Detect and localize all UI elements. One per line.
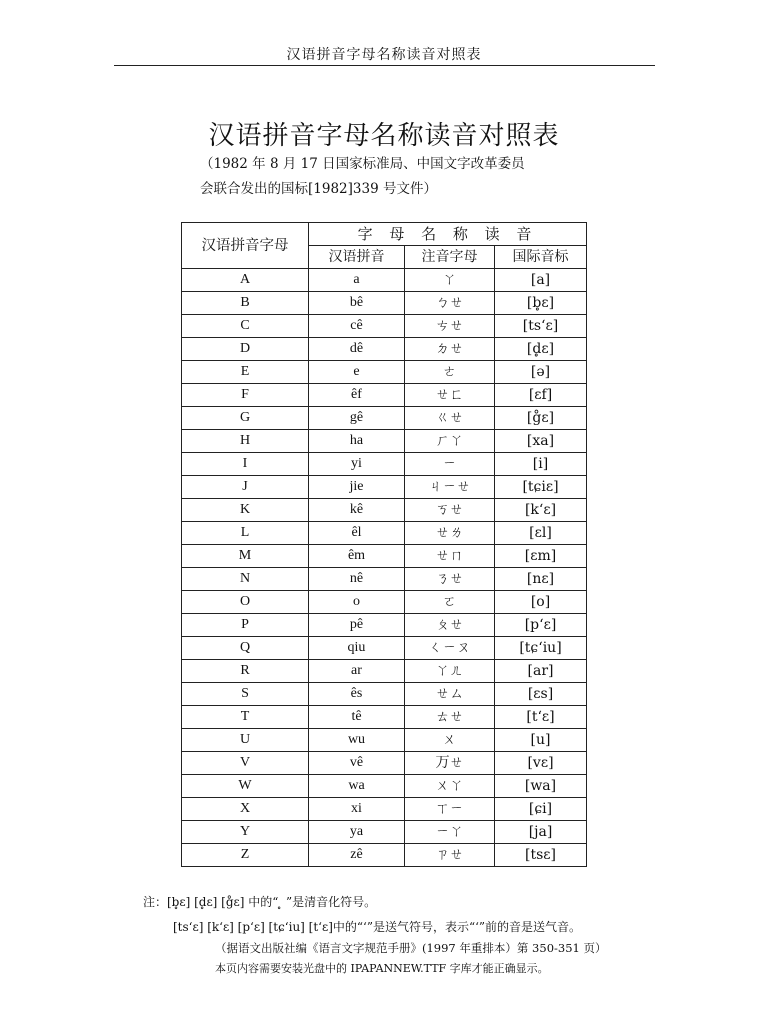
zhuyin-cell: ㄧ [405, 453, 495, 476]
pinyin-cell: kê [309, 499, 405, 522]
ipa-cell: [ɕi] [495, 798, 587, 821]
zhuyin-cell: ㄐㄧㄝ [405, 476, 495, 499]
table-row [182, 706, 587, 729]
letter-cell: R [182, 660, 309, 683]
letter-cell: A [182, 269, 309, 292]
letter-cell: C [182, 315, 309, 338]
letter-cell: V [182, 752, 309, 775]
ipa-cell: [ja] [495, 821, 587, 844]
zhuyin-cell: ㄋㄝ [405, 568, 495, 591]
ipa-cell: [tsʻɛ] [495, 315, 587, 338]
header-rule [114, 65, 655, 66]
letter-cell: D [182, 338, 309, 361]
ipa-cell: [tʻɛ] [495, 706, 587, 729]
pinyin-cell: a [309, 269, 405, 292]
pinyin-cell: yi [309, 453, 405, 476]
letter-cell: E [182, 361, 309, 384]
pinyin-cell: o [309, 591, 405, 614]
letter-cell: S [182, 683, 309, 706]
table-row [182, 844, 587, 867]
header-zhuyin: 注音字母 [405, 246, 495, 269]
pinyin-cell: wa [309, 775, 405, 798]
letter-cell: F [182, 384, 309, 407]
ipa-cell: [u] [495, 729, 587, 752]
ipa-cell: [o] [495, 591, 587, 614]
zhuyin-cell: ㄅㄝ [405, 292, 495, 315]
zhuyin-cell: ㄝㄇ [405, 545, 495, 568]
pinyin-cell: gê [309, 407, 405, 430]
zhuyin-cell: ㄆㄝ [405, 614, 495, 637]
ipa-cell: [b̥ɛ] [495, 292, 587, 315]
ipa-cell: [tɕiɛ] [495, 476, 587, 499]
letter-cell: Z [182, 844, 309, 867]
ipa-cell: [tɕʻiu] [495, 637, 587, 660]
zhuyin-cell: ㄒㄧ [405, 798, 495, 821]
pinyin-cell: vê [309, 752, 405, 775]
zhuyin-cell: ㄑㄧㄡ [405, 637, 495, 660]
table-row [182, 752, 587, 775]
letter-cell: B [182, 292, 309, 315]
letter-cell: Q [182, 637, 309, 660]
letter-cell: W [182, 775, 309, 798]
ipa-cell: [ɛs] [495, 683, 587, 706]
footnote-aspiration: [tsʻɛ] [kʻɛ] [pʻɛ] [tɕʻiu] [tʻɛ]中的“ʻ”是送气符号，表示“ʻ”前的音是送气音。 [173, 920, 582, 934]
pinyin-cell: wu [309, 729, 405, 752]
table-row [182, 729, 587, 752]
letter-cell: I [182, 453, 309, 476]
letter-cell: O [182, 591, 309, 614]
pinyin-cell: jie [309, 476, 405, 499]
pinyin-cell: e [309, 361, 405, 384]
table-row [182, 499, 587, 522]
table-row [182, 476, 587, 499]
zhuyin-cell: ㄜ [405, 361, 495, 384]
letter-cell: T [182, 706, 309, 729]
alphabet-table [181, 222, 587, 867]
pinyin-cell: xi [309, 798, 405, 821]
letter-cell: M [182, 545, 309, 568]
pinyin-cell: ha [309, 430, 405, 453]
letter-cell: L [182, 522, 309, 545]
letter-cell: J [182, 476, 309, 499]
pinyin-cell: ês [309, 683, 405, 706]
table-row [182, 338, 587, 361]
table-row [182, 614, 587, 637]
letter-cell: G [182, 407, 309, 430]
table-row [182, 315, 587, 338]
pinyin-cell: dê [309, 338, 405, 361]
zhuyin-cell: ㄝㄌ [405, 522, 495, 545]
zhuyin-cell: ㄝㄈ [405, 384, 495, 407]
ipa-cell: [kʻɛ] [495, 499, 587, 522]
pinyin-cell: êf [309, 384, 405, 407]
document-title: 汉语拼音字母名称读音对照表 [208, 121, 560, 151]
table-row [182, 568, 587, 591]
pinyin-cell: zê [309, 844, 405, 867]
zhuyin-cell: ㄚ [405, 269, 495, 292]
letter-cell: K [182, 499, 309, 522]
table-row [182, 683, 587, 706]
zhuyin-cell: ㄛ [405, 591, 495, 614]
ipa-cell: [xa] [495, 430, 587, 453]
table-row [182, 775, 587, 798]
table-row [182, 361, 587, 384]
pinyin-cell: êm [309, 545, 405, 568]
ipa-cell: [wa] [495, 775, 587, 798]
table-row [182, 384, 587, 407]
header-letter-name-reading: 字 母 名 称 读 音 [309, 223, 587, 246]
table-row [182, 522, 587, 545]
pinyin-cell: ya [309, 821, 405, 844]
zhuyin-cell: ㄉㄝ [405, 338, 495, 361]
zhuyin-cell: ㄧㄚ [405, 821, 495, 844]
letter-cell: N [182, 568, 309, 591]
zhuyin-cell: ㄨ [405, 729, 495, 752]
footnote-devoicing: 注：[b̥ɛ] [d̥ɛ] [g̊ɛ] 中的“ ̥ ”是清音化符号。 [143, 895, 377, 909]
note-line-1: （1982 年 8 月 17 日国家标准局、中国文字改革委员 [200, 156, 525, 172]
zhuyin-cell: ㄝㄙ [405, 683, 495, 706]
zhuyin-cell: ㄏㄚ [405, 430, 495, 453]
ipa-cell: [tsɛ] [495, 844, 587, 867]
table-row [182, 269, 587, 292]
ipa-cell: [i] [495, 453, 587, 476]
ipa-cell: [ɛl] [495, 522, 587, 545]
pinyin-cell: tê [309, 706, 405, 729]
zhuyin-cell: ㄘㄝ [405, 315, 495, 338]
pinyin-cell: êl [309, 522, 405, 545]
letter-cell: X [182, 798, 309, 821]
table-row [182, 660, 587, 683]
letter-cell: Y [182, 821, 309, 844]
zhuyin-cell: ㄊㄝ [405, 706, 495, 729]
pinyin-cell: qiu [309, 637, 405, 660]
header-ipa: 国际音标 [495, 246, 587, 269]
letter-cell: H [182, 430, 309, 453]
table-row [182, 430, 587, 453]
pinyin-cell: bê [309, 292, 405, 315]
ipa-cell: [ə] [495, 361, 587, 384]
ipa-cell: [ɛm] [495, 545, 587, 568]
document-note [200, 152, 620, 202]
running-header: 汉语拼音字母名称读音对照表 [286, 47, 482, 63]
ipa-cell: [vɛ] [495, 752, 587, 775]
table-body [182, 269, 587, 867]
ipa-cell: [pʻɛ] [495, 614, 587, 637]
ipa-cell: [ɛf] [495, 384, 587, 407]
table-row [182, 453, 587, 476]
table-row [182, 798, 587, 821]
footnote-source: （据语文出版社编《语言文字规范手册》(1997 年重排本）第 350-351 页） [215, 941, 607, 955]
letter-cell: P [182, 614, 309, 637]
zhuyin-cell: ㄎㄝ [405, 499, 495, 522]
table-row [182, 292, 587, 315]
zhuyin-cell: ㄪㄝ [405, 752, 495, 775]
zhuyin-cell: ㄚㄦ [405, 660, 495, 683]
table-row [182, 545, 587, 568]
table-row [182, 821, 587, 844]
pinyin-cell: ar [309, 660, 405, 683]
ipa-cell: [d̥ɛ] [495, 338, 587, 361]
letter-cell: U [182, 729, 309, 752]
header-pinyin-letter: 汉语拼音字母 [182, 223, 309, 269]
ipa-cell: [a] [495, 269, 587, 292]
pinyin-cell: nê [309, 568, 405, 591]
table-row [182, 637, 587, 660]
zhuyin-cell: ㄗㄝ [405, 844, 495, 867]
ipa-cell: [g̊ɛ] [495, 407, 587, 430]
header-pinyin: 汉语拼音 [309, 246, 405, 269]
note-line-2: 会联合发出的国标[1982]339 号文件） [200, 181, 437, 197]
zhuyin-cell: ㄨㄚ [405, 775, 495, 798]
footnote-font-requirement: 本页内容需要安装光盘中的 IPAPANNEW.TTF 字库才能正确显示。 [215, 962, 549, 975]
ipa-cell: [ar] [495, 660, 587, 683]
table-row [182, 407, 587, 430]
ipa-cell: [nɛ] [495, 568, 587, 591]
pinyin-cell: pê [309, 614, 405, 637]
zhuyin-cell: ㄍㄝ [405, 407, 495, 430]
pinyin-cell: cê [309, 315, 405, 338]
table-row [182, 591, 587, 614]
